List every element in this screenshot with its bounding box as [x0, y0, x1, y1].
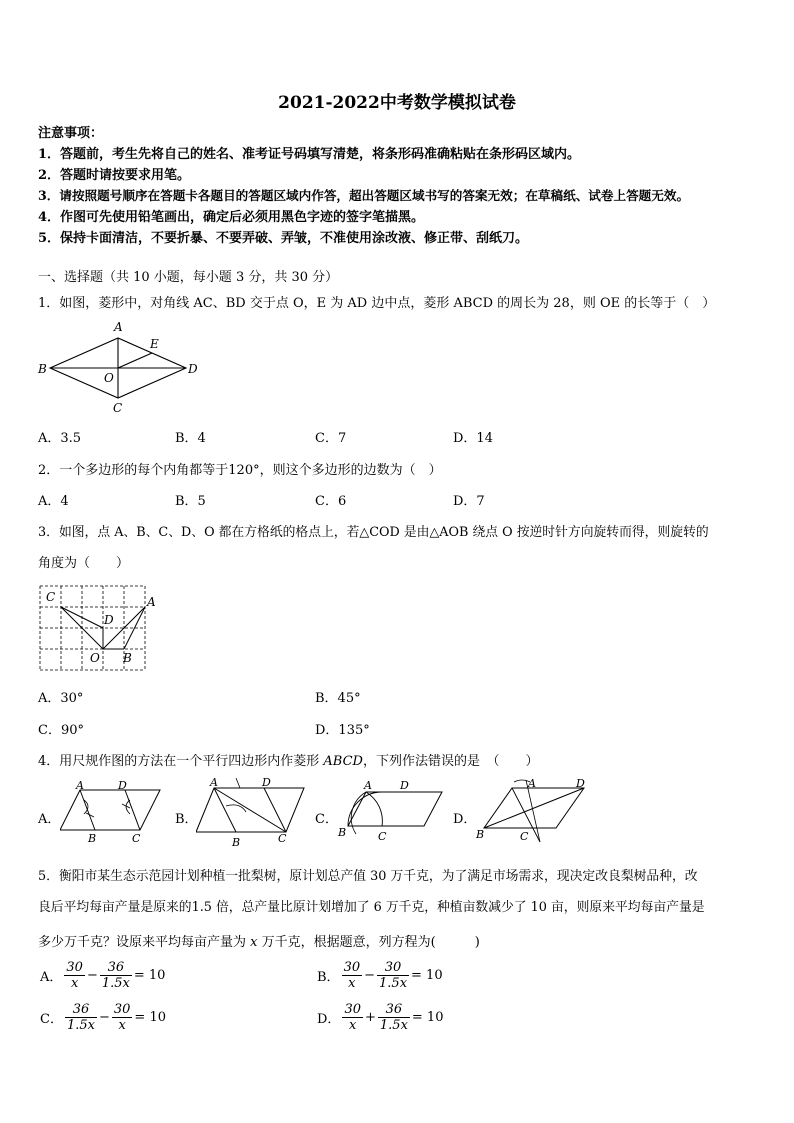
- question-2-stem: 2．一个多边形的每个内角都等于120°，则这个多边形的边数为（ ）: [38, 463, 442, 478]
- q1-option-c[interactable]: C．7: [315, 431, 347, 446]
- q3-option-b[interactable]: B．45°: [315, 691, 361, 706]
- q5-option-c[interactable]: C． $\frac{36}{1.5x}$ − $\frac{30}{x}$ = 10: [40, 1002, 166, 1033]
- svg-text:B: B: [232, 836, 241, 849]
- section-heading: 一、选择题（共 10 小题，每小题 3 分，共 30 分）: [38, 270, 339, 285]
- q2-option-b[interactable]: B．5: [175, 494, 206, 509]
- grid-figure: [36, 582, 166, 674]
- notice-item-2: 2．答题时请按要求用笔。: [38, 168, 191, 183]
- rhombus-figure: [36, 318, 206, 418]
- svg-text:D: D: [576, 777, 585, 790]
- q1-option-a[interactable]: A．3.5: [38, 431, 82, 446]
- svg-text:A: A: [364, 779, 372, 792]
- q4-option-b[interactable]: B．: [175, 812, 198, 827]
- page-title: 2021-2022中考数学模拟试卷: [278, 93, 516, 113]
- svg-text:D: D: [118, 780, 127, 792]
- fig1-label-o: O: [104, 371, 114, 385]
- svg-text:B: B: [476, 828, 485, 841]
- q4-stem-var: ABCD: [323, 754, 363, 769]
- svg-text:C: C: [520, 830, 529, 843]
- svg-text:A: A: [76, 780, 84, 792]
- svg-text:D: D: [262, 776, 271, 789]
- notice-item-1: 1．答题前，考生先将自己的姓名、准考证号码填写清楚，将条形码准确粘贴在条形码区域内。: [38, 147, 581, 162]
- notice-item-3: 3．请按照题号顺序在答题卡各题目的答题区域内作答，超出答题区域书写的答案无效；在草稿纸、试卷上答题无效。: [38, 188, 690, 203]
- q4-option-a[interactable]: A．: [38, 812, 61, 827]
- q2-option-c[interactable]: C．6: [315, 494, 347, 509]
- fig3-label-d: D: [104, 613, 114, 627]
- q4-figure-b: [196, 776, 308, 850]
- svg-text:A: A: [528, 777, 536, 790]
- question-1-stem: 1．如图，菱形中，对角线 AC、BD 交于点 O，E 为 AD 边中点，菱形 ABCD 的周长为 28，则 OE 的长等于（ ）: [38, 296, 716, 311]
- svg-text:C: C: [378, 830, 387, 843]
- question-5-line3: 多少万千克？设原来平均每亩产量为 x 万千克，根据题意，列方程为( ): [38, 935, 480, 950]
- q4-option-d[interactable]: D．: [453, 812, 477, 827]
- question-5-line1: 5．衡阳市某生态示范园计划种植一批梨树，原计划总产值 30 万千克，为了满足市场需求，现决定改良梨树品种，改: [38, 869, 698, 884]
- notice-item-4: 4．作图可先使用铅笔画出，确定后必须用黑色字迹的签字笔描黑。: [38, 210, 425, 225]
- q4-figure-c: [336, 778, 448, 848]
- notice-heading: 注意事项：: [38, 126, 104, 141]
- question-3-stem-line2: 角度为（ ）: [38, 556, 130, 571]
- q5-option-d[interactable]: D． $\frac{30}{x}$ + $\frac{36}{1.5x}$ = 10: [317, 1002, 444, 1033]
- q4-figure-a: [60, 780, 170, 850]
- q2-option-a[interactable]: A．4: [38, 494, 69, 509]
- fig1-label-c: C: [113, 401, 123, 415]
- svg-text:C: C: [278, 832, 287, 845]
- q1-option-b[interactable]: B．4: [175, 431, 206, 446]
- q3-option-a[interactable]: A．30°: [38, 691, 84, 706]
- q5-option-a[interactable]: A． $\frac{30}{x}$ − $\frac{36}{1.5x}$ = 10: [40, 960, 166, 991]
- notice-item-5: 5．保持卡面清洁，不要折暴、不要弄破、弄皱，不准使用涂改液、修正带、刮纸刀。: [38, 231, 529, 246]
- q4-option-c[interactable]: C．: [315, 812, 338, 827]
- q3-option-d[interactable]: D．135°: [315, 723, 370, 738]
- fig3-label-o: O: [90, 651, 100, 665]
- fig3-label-c: C: [46, 590, 56, 604]
- svg-text:C: C: [132, 832, 141, 845]
- fig1-label-e: E: [150, 337, 159, 351]
- svg-text:D: D: [400, 779, 409, 792]
- fig1-label-a: A: [114, 320, 123, 334]
- fig3-label-b: B: [123, 651, 132, 665]
- svg-text:B: B: [88, 832, 97, 845]
- q3-option-c[interactable]: C．90°: [38, 723, 84, 738]
- q1-option-d[interactable]: D．14: [453, 431, 493, 446]
- svg-text:A: A: [210, 776, 218, 789]
- svg-text:B: B: [338, 826, 347, 839]
- fig1-label-b: B: [38, 362, 47, 376]
- q2-option-d[interactable]: D．7: [453, 494, 485, 509]
- q5-option-b[interactable]: B． $\frac{30}{x}$ − $\frac{30}{1.5x}$ = 10: [317, 960, 443, 991]
- q4-stem-post: ，下列作法错误的是 （ ）: [362, 754, 539, 769]
- question-4-stem: [38, 750, 538, 769]
- q4-stem-pre: 4．用尺规作图的方法在一个平行四边形内作菱形: [38, 754, 324, 769]
- fig3-label-a: A: [147, 595, 156, 609]
- fig1-label-d: D: [188, 362, 198, 376]
- q4-figure-d: [474, 776, 594, 848]
- question-5-line2: 良后平均每亩产量是原来的1.5 倍，总产量比原计划增加了 6 万千克，种植亩数减少了 10 亩，则原来平均每亩产量是: [38, 900, 705, 915]
- question-3-stem-line1: 3．如图，点 A、B、C、D、O 都在方格纸的格点上，若△COD 是由△AOB 绕点 O 按逆时针方向旋转而得，则旋转的: [38, 525, 709, 540]
